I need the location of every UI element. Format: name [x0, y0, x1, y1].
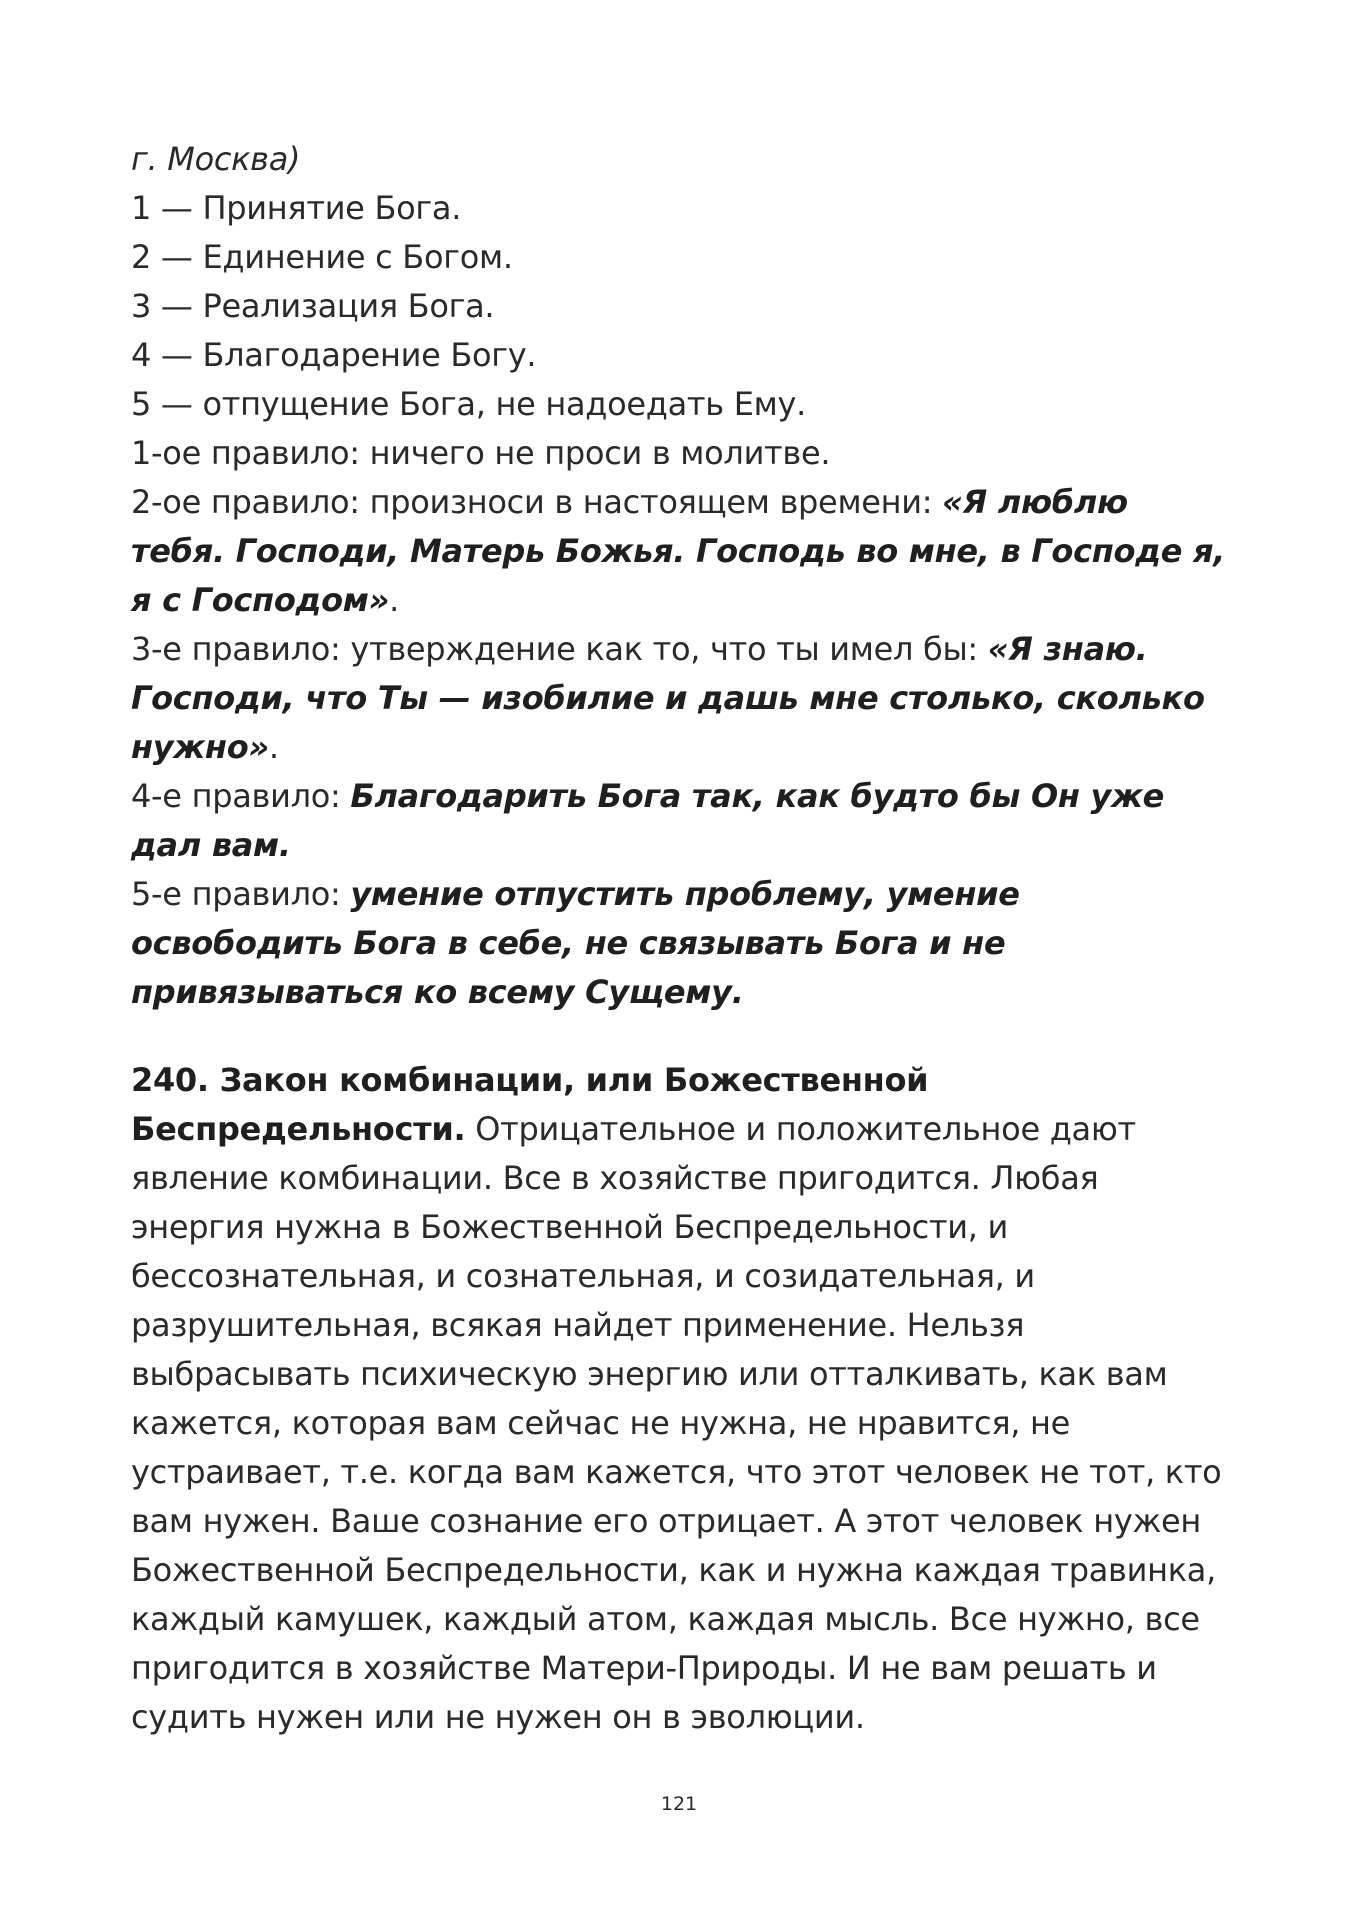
section-line: [131, 1644, 1213, 1693]
rules-line: [131, 135, 1213, 184]
body-text: явление комбинации. Все в хозяйстве пригодится. Любая: [131, 1159, 1099, 1197]
rules-line: [131, 380, 1213, 429]
body-text: вам нужен. Ваше сознание его отрицает. А этот человек нужен: [131, 1502, 1201, 1540]
law-240-section: [131, 1056, 1222, 1742]
body-text: 2-ое правило: произноси в настоящем времени:: [131, 483, 943, 521]
section-line: [131, 1154, 1213, 1203]
body-text: разрушительная, всякая найдет применение. Нельзя: [131, 1306, 1025, 1344]
rules-line: [131, 233, 1213, 282]
body-text: .: [268, 728, 279, 766]
body-text: 3 — Реализация Бога.: [131, 287, 495, 325]
rules-line: [131, 429, 1213, 478]
rules-line: [131, 184, 1213, 233]
rules-line: [131, 478, 1213, 527]
body-text: 1-ое правило: ничего не проси в молитве.: [131, 434, 831, 472]
body-text: судить нужен или не нужен он в эволюции.: [131, 1698, 865, 1736]
emphasis-text: я с Господом»: [131, 581, 390, 619]
body-text: Отрицательное и положительное дают: [465, 1110, 1136, 1148]
body-text: кажется, которая вам сейчас не нужна, не нравится, не: [131, 1404, 1071, 1442]
emphasis-text: Благодарить Бога так, как будто бы Он уже: [350, 777, 1165, 815]
rules-line: [131, 723, 1213, 772]
body-text: 4-е правило:: [131, 777, 351, 815]
body-text: 1 — Принятие Бога.: [131, 189, 462, 227]
emphasis-text: освободить Бога в себе, не связывать Бога и не: [131, 924, 1006, 962]
emphasis-text: «Я знаю.: [987, 630, 1148, 668]
section-line: [131, 1693, 1213, 1742]
rules-line: [131, 576, 1213, 625]
section-line: [131, 1252, 1213, 1301]
section-line: [131, 1350, 1213, 1399]
page-number: 121: [660, 1793, 698, 1815]
body-text: устраивает, т.е. когда вам кажется, что этот человек не тот, кто: [131, 1453, 1222, 1491]
rules-line: [131, 331, 1213, 380]
rules-line: [131, 625, 1213, 674]
emphasis-text: тебя. Господи, Матерь Божья. Господь во мне, в Господе я,: [131, 532, 1226, 570]
emphasis-text: привязываться ко всему Сущему.: [131, 973, 744, 1011]
body-text: 2 — Единение с Богом.: [131, 238, 513, 276]
section-line: [131, 1105, 1213, 1154]
body-text: пригодится в хозяйстве Матери-Природы. И не вам решать и: [131, 1649, 1157, 1687]
section-line: [131, 1056, 1213, 1105]
rules-line: [131, 870, 1213, 919]
rules-line: [131, 968, 1213, 1017]
rules-line: [131, 527, 1226, 576]
section-line: [131, 1546, 1216, 1595]
section-line: [131, 1448, 1222, 1497]
section-line: [131, 1497, 1213, 1546]
rules-line: [131, 282, 1213, 331]
emphasis-text: умение отпустить проблему, умение: [350, 875, 1020, 913]
body-text: 5-е правило:: [131, 875, 351, 913]
body-text: выбрасывать психическую энергию или отталкивать, как вам: [131, 1355, 1168, 1393]
rules-line: [131, 674, 1213, 723]
section-line: [131, 1399, 1213, 1448]
emphasis-text: дал вам.: [131, 826, 291, 864]
body-text: 3-е правило: утверждение как то, что ты имел бы:: [131, 630, 988, 668]
body-text: г. Москва): [131, 140, 301, 178]
rules-list: [131, 135, 1226, 1017]
body-text: Божественной Беспредельности, как и нужна каждая травинка,: [131, 1551, 1216, 1589]
rules-line: [131, 772, 1213, 821]
emphasis-text: нужно»: [131, 728, 269, 766]
body-text: .: [389, 581, 399, 619]
section-line: [131, 1595, 1213, 1644]
body-text: 5 — отпущение Бога, не надоедать Ему.: [131, 385, 806, 423]
bold-text: Беспредельности.: [131, 1110, 466, 1148]
section-gap: [131, 1017, 1213, 1056]
body-text: каждый камушек, каждый атом, каждая мысль. Все нужно, все: [131, 1600, 1200, 1638]
body-text: 4 — Благодарение Богу.: [131, 336, 537, 374]
emphasis-text: Господи, что Ты — изобилие и дашь мне столько, сколько: [131, 679, 1205, 717]
rules-line: [131, 821, 1213, 870]
body-text: энергия нужна в Божественной Беспредельности, и: [131, 1208, 1009, 1246]
body-text: бессознательная, и сознательная, и созидательная, и: [131, 1257, 1035, 1295]
section-line: [131, 1301, 1213, 1350]
bold-text: 240. Закон комбинации, или Божественной: [131, 1061, 929, 1099]
section-line: [131, 1203, 1213, 1252]
rules-line: [131, 919, 1213, 968]
emphasis-text: «Я люблю: [942, 483, 1128, 521]
